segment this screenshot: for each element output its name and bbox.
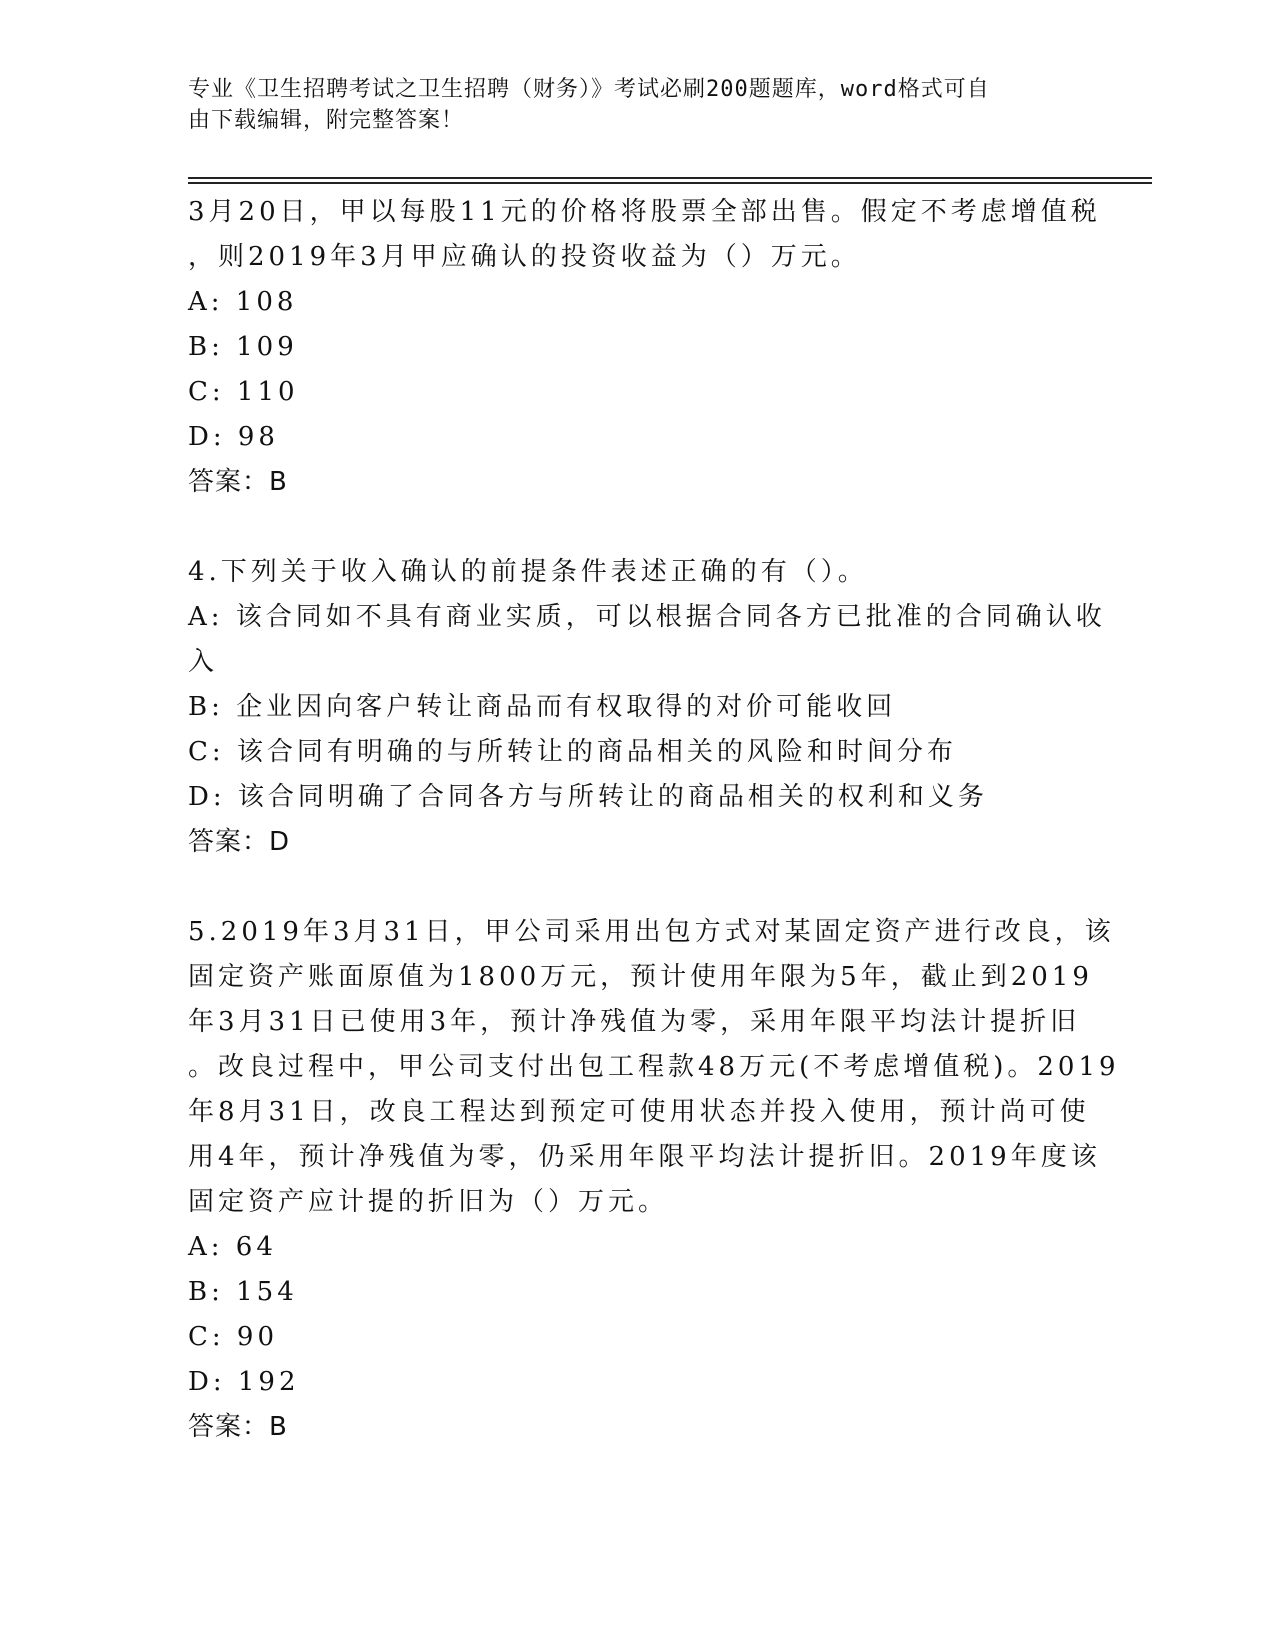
question-3-option-d: D: 98	[188, 422, 279, 452]
document-header	[188, 74, 1068, 136]
question-5	[188, 910, 1120, 1450]
spacer	[188, 865, 1088, 910]
question-5-stem-line-6: 用4年，预计净残值为零，仍采用年限平均法计提折旧。2019年度该	[188, 1142, 1101, 1172]
question-5-stem-line-2: 固定资产账面原值为1800万元，预计使用年限为5年，截止到2019	[188, 962, 1093, 992]
question-4-stem: 4.下列关于收入确认的前提条件表述正确的有（）。	[188, 557, 868, 587]
question-3	[188, 190, 1101, 505]
question-5-stem-line-1: 5.2019年3月31日，甲公司采用出包方式对某固定资产进行改良，该	[188, 917, 1115, 947]
question-5-option-b: B: 154	[188, 1277, 298, 1307]
question-4-option-a-continued: 入	[188, 647, 219, 677]
question-3-option-b: B: 109	[188, 332, 298, 362]
question-5-option-d: D: 192	[188, 1367, 300, 1397]
question-3-stem-line-2: ，则2019年3月甲应确认的投资收益为（）万元。	[188, 242, 861, 272]
question-4-option-c: C: 该合同有明确的与所转让的商品相关的风险和时间分布	[188, 737, 957, 767]
question-list	[188, 190, 1120, 1450]
question-4-option-b: B: 企业因向客户转让商品而有权取得的对价可能收回	[188, 692, 897, 722]
question-3-stem-line-1: 3月20日，甲以每股11元的价格将股票全部出售。假定不考虑增值税	[188, 197, 1101, 227]
question-5-stem-line-7: 固定资产应计提的折旧为（）万元。	[188, 1187, 669, 1217]
question-5-stem-line-4: 。改良过程中，甲公司支付出包工程款48万元(不考虑增值税)。2019	[188, 1052, 1120, 1082]
header-divider-top	[188, 177, 1152, 179]
question-4-answer: 答案：D	[188, 827, 291, 857]
question-5-option-a: A: 64	[188, 1232, 277, 1262]
question-5-stem-line-3: 年3月31日已使用3年，预计净残值为零，采用年限平均法计提折旧	[188, 1007, 1081, 1037]
header-line-2: 由下载编辑，附完整答案！	[188, 108, 465, 133]
question-3-option-c: C: 110	[188, 377, 299, 407]
question-4-option-a: A: 该合同如不具有商业实质，可以根据合同各方已批准的合同确认收	[188, 602, 1106, 632]
question-5-option-c: C: 90	[188, 1322, 279, 1352]
header-divider-bottom	[188, 182, 1152, 184]
header-line-1: 专业《卫生招聘考试之卫生招聘（财务）》考试必刷200题题库，word格式可自	[188, 77, 990, 102]
question-4	[188, 550, 1106, 865]
spacer	[188, 505, 1088, 550]
question-4-option-d: D: 该合同明确了合同各方与所转让的商品相关的权利和义务	[188, 782, 988, 812]
question-5-answer: 答案：B	[188, 1412, 288, 1442]
question-5-stem-line-5: 年8月31日，改良工程达到预定可使用状态并投入使用，预计尚可使	[188, 1097, 1090, 1127]
question-3-answer: 答案：B	[188, 467, 288, 497]
question-3-option-a: A: 108	[188, 287, 298, 317]
